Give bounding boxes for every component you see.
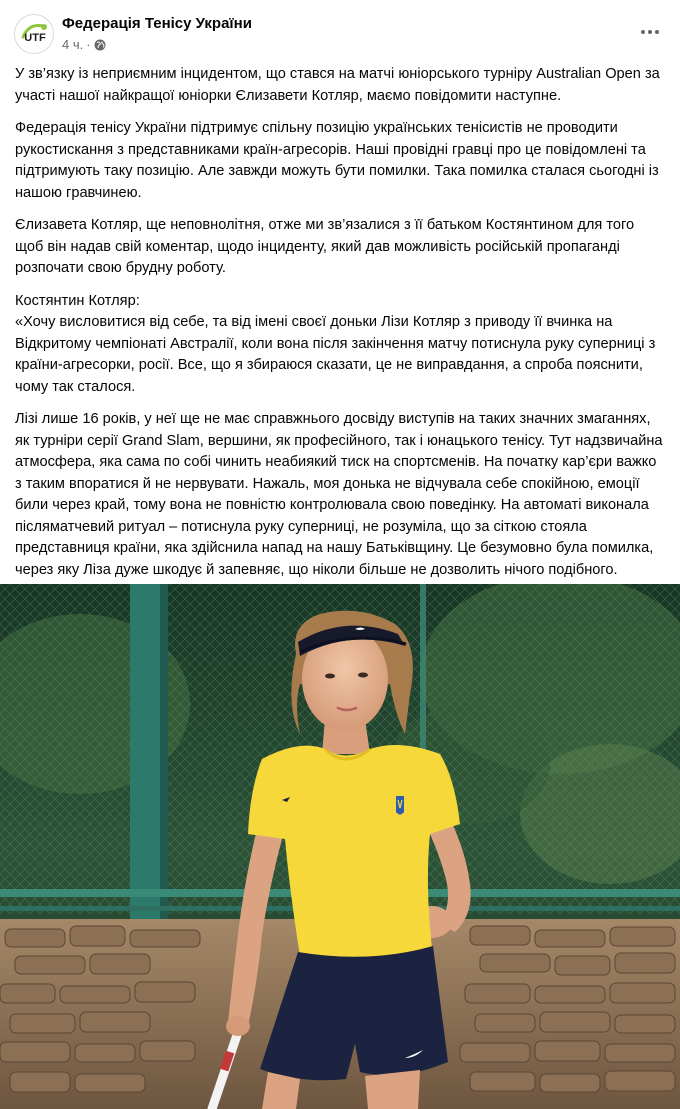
page-avatar[interactable] <box>14 14 54 54</box>
post-meta <box>62 37 106 52</box>
post-time[interactable]: 4 ч. <box>62 37 84 52</box>
more-options-icon[interactable] <box>634 18 666 46</box>
post-header <box>0 0 680 60</box>
tennis-player-photo <box>0 584 680 1109</box>
post-photo[interactable] <box>0 584 680 1109</box>
utf-logo-icon <box>15 15 54 54</box>
post-paragraph-1: У зв’язку із неприємним інцидентом, що стався на матчі юніорського турніру Australian Open за участі нашої найкращої юніорки Єлизавети Котляр, маємо повідомити наступне. <box>15 66 660 104</box>
svg-text:UTF: UTF <box>24 32 46 44</box>
post-paragraph-2: Федерація тенісу України підтримує спільну позицію українських тенісистів не проводити рукостискання з представниками країн-агресорів. Наші провідні гравці про це повідомлені та підтримують таку позицію. Але завжди можуть бути помилки. Така помилка сталася сьогодні із нашою гравчинею. <box>15 120 659 201</box>
meta-separator: · <box>86 37 91 52</box>
post-paragraph-3: Єлизавета Котляр, ще неповнолітня, отже ми зв’язалися з її батьком Костянтином для того щоб він надав свій коментар, щодо інциденту, який дав можливість російській пропаганді розпочати свою брудну роботу. <box>15 217 635 276</box>
page-name-link[interactable]: Федерація Тенісу України <box>62 15 252 32</box>
post-paragraph-5: Лізі лише 16 років, у неї ще не має справжнього досвіду виступів на таких значних змаганнях, як турніри серії Grand Slam, вершини, як професійного, так і юнацького тенісу. Тут надзвичайна атмосфера, яка сама по собі чинить неабиякий тиск на спортсменів. На початку кар’єри важко з таким впоратися й не нервувати. Нажаль, моя донька не відчувала себе спокійною, емоції били через край, тому вона не повністю контролювала свою поведінку. На автоматі виконала післяматчевий ритуал – потиснула руку суперниці, не розуміла, що за сіткою стояла представниця країни, яка здійснила напад на нашу Батьківщину. Це безумовно була помилка, через яку Ліза дуже шкодує й запевняє, що ніколи більше не дозволить нічого подібного. <box>15 411 663 578</box>
post-text <box>15 64 665 635</box>
post-paragraph-4: Костянтин Котляр: «Хочу висловитися від себе, та від імені своєї доньки Лізи Котляр з приводу її вчинка на Відкритому чемпіонаті Австралії, коли вона після закінчення матчу потиснула руку суперниці з країни-агресорки, росії. Все, що я збираюся сказати, це не виправдання, а спроба пояснити, чому так сталося. <box>15 292 656 395</box>
globe-icon[interactable] <box>94 39 106 51</box>
